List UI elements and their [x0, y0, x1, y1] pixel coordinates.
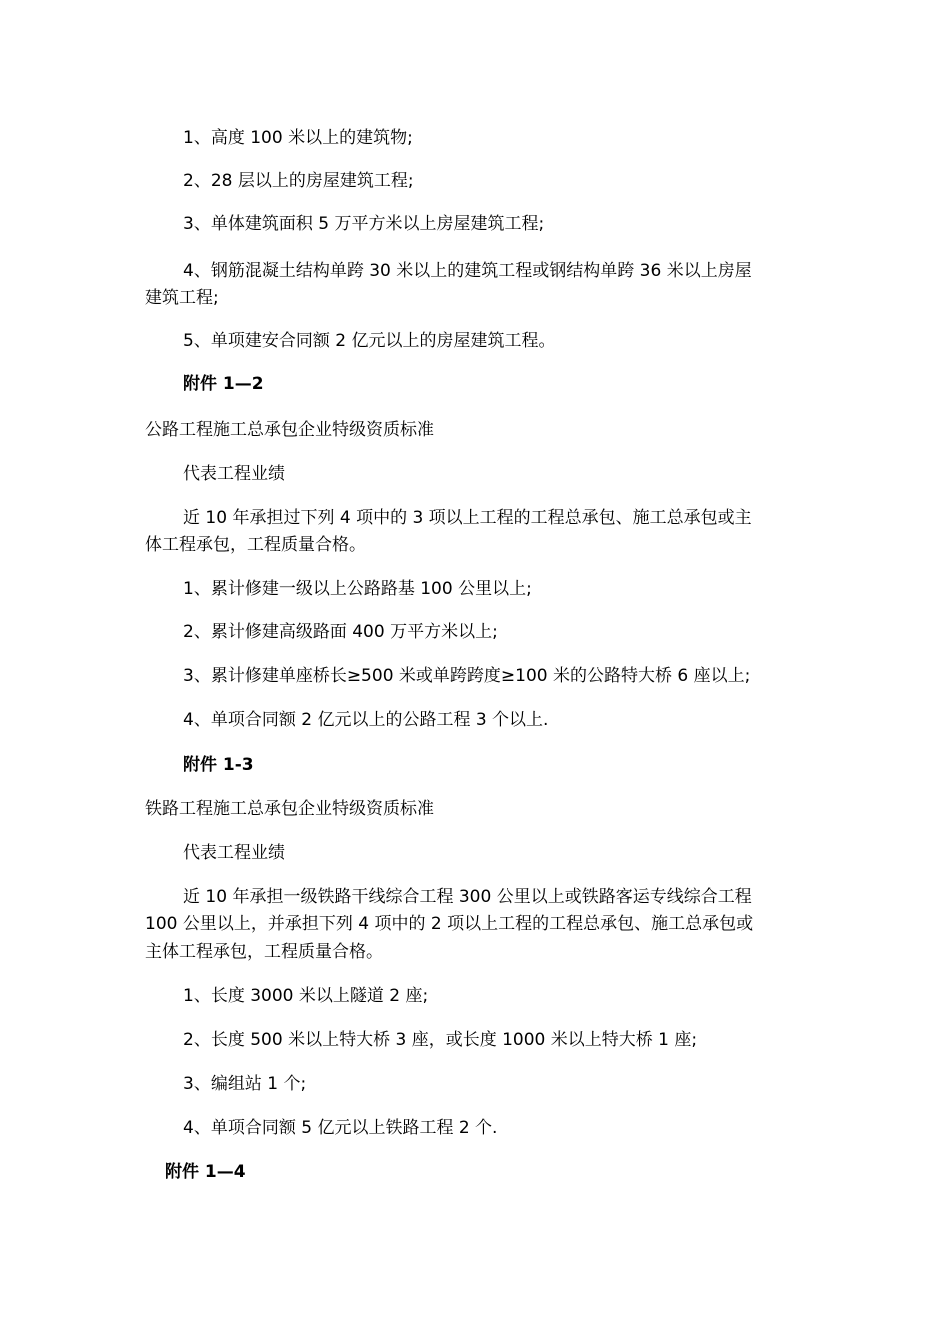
railway-paragraph-line-2: 100 公里以上，并承担下列 4 项中的 2 项以上工程的工程总承包、施工总承包或 [145, 914, 754, 934]
railway-paragraph-line-3: 主体工程承包，工程质量合格。 [145, 942, 383, 962]
highway-paragraph-line-2: 体工程承包，工程质量合格。 [145, 535, 366, 555]
highway-paragraph-line-1: 近 10 年承担过下列 4 项中的 3 项以上工程的工程总承包、施工总承包或主 [183, 508, 752, 528]
railway-item-2: 2、长度 500 米以上特大桥 3 座，或长度 1000 米以上特大桥 1 座; [183, 1030, 698, 1050]
attachment-1-3-heading: 附件 1-3 [183, 755, 254, 775]
railway-item-4: 4、单项合同额 5 亿元以上铁路工程 2 个. [183, 1118, 498, 1138]
railway-item-3: 3、编组站 1 个; [183, 1074, 307, 1094]
highway-item-2: 2、累计修建高级路面 400 万平方米以上; [183, 622, 498, 642]
highway-item-1: 1、累计修建一级以上公路路基 100 公里以上; [183, 579, 532, 599]
item-3-area: 3、单体建筑面积 5 万平方米以上房屋建筑工程; [183, 214, 545, 234]
item-5-contract: 5、单项建安合同额 2 亿元以上的房屋建筑工程。 [183, 331, 556, 351]
highway-performance-subtitle: 代表工程业绩 [183, 464, 285, 484]
attachment-1-2-heading: 附件 1—2 [183, 374, 264, 394]
item-2-floors: 2、28 层以上的房屋建筑工程; [183, 171, 414, 191]
attachment-1-4-heading: 附件 1—4 [165, 1162, 246, 1182]
railway-paragraph-line-1: 近 10 年承担一级铁路干线综合工程 300 公里以上或铁路客运专线综合工程 [183, 887, 752, 907]
item-4-span-line-1: 4、钢筋混凝土结构单跨 30 米以上的建筑工程或钢结构单跨 36 米以上房屋 [183, 261, 752, 281]
item-1-height: 1、高度 100 米以上的建筑物; [183, 128, 413, 148]
highway-standard-title: 公路工程施工总承包企业特级资质标准 [145, 420, 434, 440]
railway-performance-subtitle: 代表工程业绩 [183, 843, 285, 863]
item-4-span-line-2: 建筑工程; [145, 288, 219, 308]
highway-item-3: 3、累计修建单座桥长≥500 米或单跨跨度≥100 米的公路特大桥 6 座以上; [183, 666, 751, 686]
railway-item-1: 1、长度 3000 米以上隧道 2 座; [183, 986, 429, 1006]
highway-item-4: 4、单项合同额 2 亿元以上的公路工程 3 个以上. [183, 710, 549, 730]
railway-standard-title: 铁路工程施工总承包企业特级资质标准 [145, 799, 434, 819]
